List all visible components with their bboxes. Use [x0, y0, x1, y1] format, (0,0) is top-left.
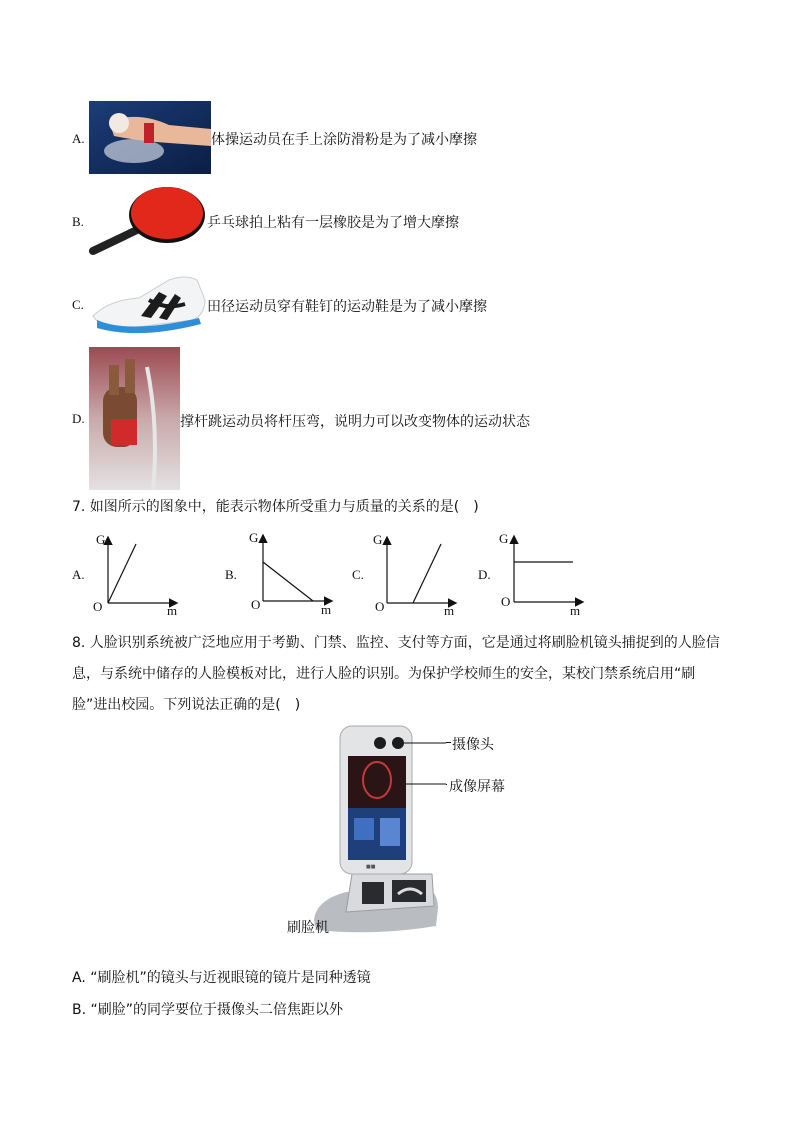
screen-leader-line	[446, 784, 447, 785]
q8-stem-line1: 8. 人脸识别系统被广泛地应用于考勤、门禁、监控、支付等方面，它是通过将刷脸机镜头捕捉到的人脸信	[72, 635, 720, 651]
option-b-text: 乒乓球拍上粘有一层橡胶是为了增大摩擦	[207, 215, 459, 231]
graph-b-letter: B.	[225, 567, 237, 582]
option-d-text: 撑杆跳运动员将杆压弯，说明力可以改变物体的运动状态	[180, 414, 530, 430]
gymnast-hands-photo	[89, 101, 211, 174]
graph-a-y-label: G	[96, 532, 106, 547]
graph-c-y-label: G	[373, 532, 383, 547]
pole-vault-photo	[89, 347, 180, 490]
option-c-letter: C.	[72, 297, 84, 312]
graph-c-origin: O	[375, 599, 385, 614]
graph-d-origin: O	[501, 594, 511, 609]
option-c-text: 田径运动员穿有鞋钉的运动鞋是为了减小摩擦	[207, 299, 487, 315]
option-d-letter: D.	[72, 411, 85, 426]
q8-option-b	[72, 999, 343, 1019]
q8-option-b-text: “刷脸”的同学要位于摄像头二倍焦距以外	[90, 1002, 344, 1018]
ping-pong-paddle-image	[89, 185, 207, 257]
figure-caption: 刷脸机	[287, 920, 329, 936]
option-b-letter: B.	[72, 214, 84, 229]
graph-b-y-label: G	[249, 530, 259, 545]
graph-a-letter: A.	[72, 567, 85, 582]
graph-c-letter: C.	[352, 567, 364, 582]
option-a-text: 体操运动员在手上涂防滑粉是为了减小摩擦	[211, 132, 477, 148]
q8-option-a-text: “刷脸机”的镜头与近视眼镜的镜片是同种透镜	[90, 970, 371, 986]
graph-a-origin: O	[93, 599, 103, 614]
spike-shoe-image	[89, 270, 207, 338]
face-recognition-machine-figure	[306, 724, 446, 934]
graph-b-origin: O	[251, 597, 261, 612]
graph-a-x-label: m	[167, 603, 178, 618]
q7-stem: 7. 如图所示的图象中，能表示物体所受重力与质量的关系的是( )	[72, 499, 479, 515]
q8-option-a-letter: A.	[72, 970, 86, 986]
graph-d-x-label: m	[570, 603, 581, 618]
svg-text:■■: ■■	[366, 864, 376, 870]
q8-option-b-letter: B.	[72, 1002, 87, 1018]
graph-b-x-label: m	[321, 602, 332, 617]
graph-d-letter: D.	[478, 567, 491, 582]
q8-option-a	[72, 967, 371, 987]
camera-label: 摄像头	[452, 737, 494, 753]
q8-stem-line3: 脸”进出校园。下列说法正确的是( )	[72, 697, 301, 713]
camera-leader-line	[446, 742, 451, 743]
option-a-letter: A.	[72, 131, 85, 146]
graph-c-x-label: m	[444, 603, 455, 618]
graph-d-y-label: G	[499, 531, 509, 546]
screen-label: 成像屏幕	[449, 779, 505, 795]
q8-stem-line2: 息，与系统中储存的人脸模板对比，进行人脸的识别。为保护学校师生的安全，某校门禁系统启用“刷	[72, 666, 696, 682]
